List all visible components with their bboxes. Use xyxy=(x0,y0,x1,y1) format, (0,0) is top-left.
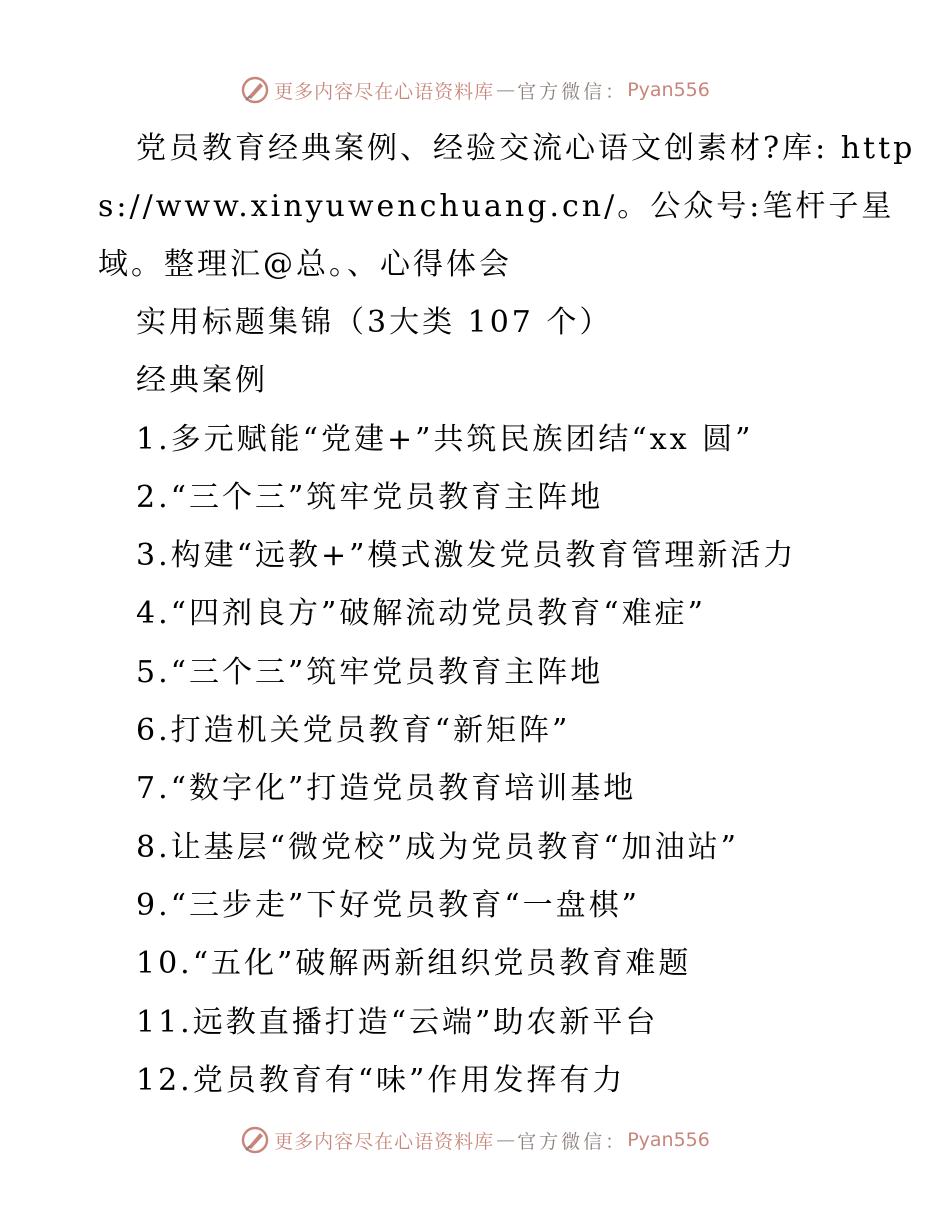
quill-logo-icon xyxy=(240,1125,270,1155)
list-item: 2.“三个三”筑牢党员教育主阵地 xyxy=(136,479,604,515)
watermark-right-text: 官方微信： xyxy=(517,1130,628,1153)
list-item: 10.“五化”破解两新组织党员教育难题 xyxy=(136,946,692,982)
list-item: 12.党员教育有“味”作用发挥有力 xyxy=(136,1062,626,1098)
watermark-right-text: 官方微信： xyxy=(517,80,628,103)
watermark-wechat-id: Pyan556 xyxy=(627,79,710,101)
list-item: 1.多元赋能“党建+”共筑民族团结“xx 圆” xyxy=(136,421,754,457)
list-item: 6.打造机关党员教育“新矩阵” xyxy=(136,713,571,749)
list-item: 8.让基层“微党校”成为党员教育“加油站” xyxy=(136,829,739,865)
footer-watermark xyxy=(0,1124,950,1156)
list-item: 4.“四剂良方”破解流动党员教育“难症” xyxy=(136,596,706,632)
list-item: 5.“三个三”筑牢党员教育主阵地 xyxy=(136,654,604,690)
section-title: 经典案例 xyxy=(136,363,268,399)
header-watermark xyxy=(0,74,950,106)
watermark-wechat-id: Pyan556 xyxy=(627,1129,710,1151)
quill-logo-icon xyxy=(240,75,270,105)
heading: 实用标题集锦（3大类 107 个） xyxy=(136,305,613,340)
watermark-dash: — xyxy=(496,1129,516,1151)
list-item: 3.构建“远教+”模式激发党员教育管理新活力 xyxy=(136,538,797,574)
list-item: 11.远教直播打造“云端”助农新平台 xyxy=(136,1004,659,1040)
watermark-dash: — xyxy=(496,79,516,101)
intro-paragraph: 党员教育经典案例、经验交流心语文创素材?库: https://www.xinyuwenchuang.cn/。公众号:笔杆子星域。整理汇@总。、心得体会 xyxy=(98,131,916,282)
watermark-left-text: 更多内容尽在心语资料库 xyxy=(274,1130,495,1153)
document-body xyxy=(98,120,938,1110)
list-item: 7.“数字化”打造党员教育培训基地 xyxy=(136,771,637,807)
list-item: 9.“三步走”下好党员教育“一盘棋” xyxy=(136,887,640,923)
watermark-left-text: 更多内容尽在心语资料库 xyxy=(274,80,495,103)
